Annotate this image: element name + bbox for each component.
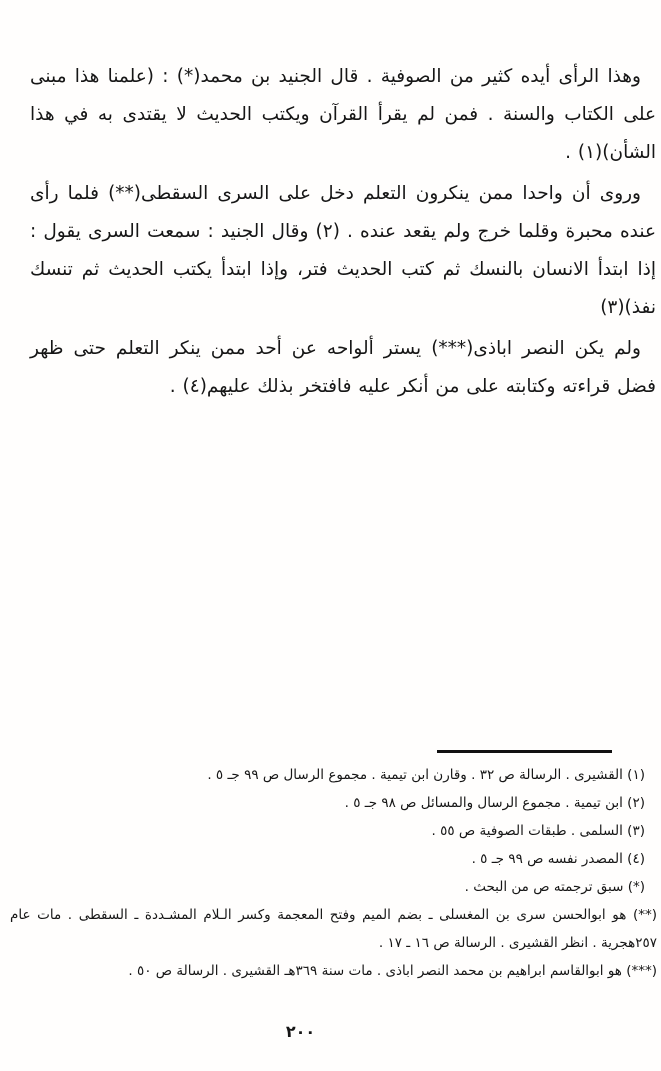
footnote: (١) القشيرى . الرسالة ص ٣٢ . وقارن ابن تيمية . مجموع الرسال ص ٩٩ جـ ٥ . <box>207 767 645 783</box>
footnote-separator-rule <box>437 750 612 753</box>
footnote: (٣) السلمى . طبقات الصوفية ص ٥٥ . <box>431 823 645 839</box>
footnote-list <box>10 761 657 985</box>
body-text <box>30 58 656 409</box>
footnote: (*) سبق ترجمته ص من البحث . <box>464 879 645 895</box>
paragraph: وهذا الرأى أيده كثير من الصوفية . قال الجنيد بن محمد(*) : (علمنا هذا مبنى على الكتاب والسنة . فمن لم يقرأ القرآن ويكتب الحديث لا يقتدى به في هذا الشأن)(١) . <box>30 66 656 163</box>
footnote: (٢) ابن تيمية . مجموع الرسال والمسائل ص ٩٨ جـ ٥ . <box>344 795 645 811</box>
footnote: (٤) المصدر نفسه ص ٩٩ جـ ٥ . <box>471 851 645 867</box>
paragraph: ولم يكن النصر اباذى(***) يستر ألواحه عن أحد ممن ينكر التعلم حتى ظهر فضل قراءته وكتابته على من أنكر عليه فافتخر بذلك عليهم(٤) . <box>30 338 656 397</box>
paragraph: وروى أن واحدا ممن ينكرون التعلم دخل على السرى السقطى(**) فلما رأى عنده محبرة وقلما خرج ولم يقعد عنده . (٢) وقال الجنيد : سمعت السرى يقول : إذا ابتدأ الانسان بالنسك ثم كتب الحديث فتر، وإذا ابتدأ يكتب الحديث ثم تنسك نفذ)(٣) <box>30 183 656 318</box>
footnote: (**) هو ابوالحسن سرى بن المغسلى ـ بضم الميم وفتح المعجمة وكسر الـلام المشـددة ـ السقطى . مات عام ٢٥٧هجرية . انظر القشيرى . الرسالة ص ١٦ ـ ١٧ . <box>10 907 657 951</box>
footnote: (***) هو ابوالقاسم ابراهيم بن محمد النصر اباذى . مات سنة ٣٦٩هـ القشيرى . الرسالة ص ٥٠ . <box>128 963 657 979</box>
page-number: ٢٠٠ <box>285 1022 316 1041</box>
footnotes-section <box>10 750 657 985</box>
